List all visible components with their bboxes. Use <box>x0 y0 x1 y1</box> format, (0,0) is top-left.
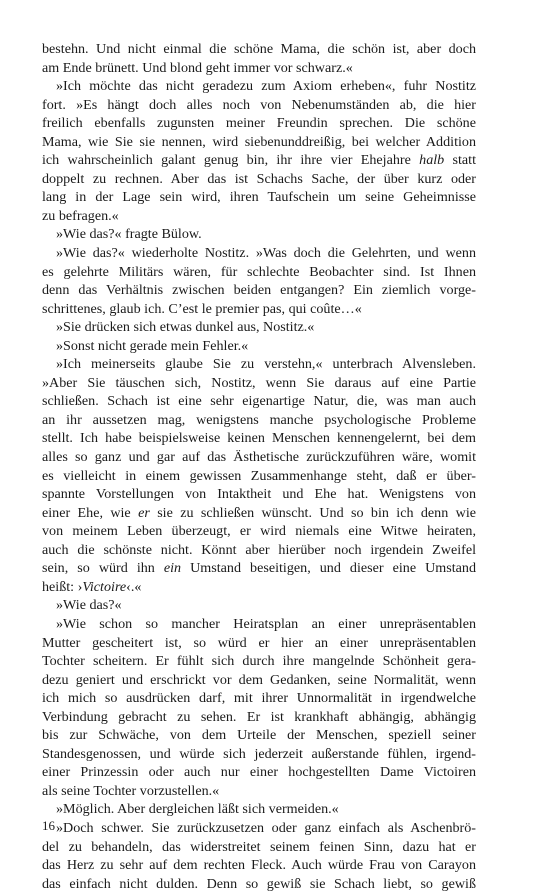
paragraph <box>42 800 476 819</box>
text-line: »Ich meinerseits glaube Sie zu verstehn,« unterbrach Alvensleben. <box>56 356 476 373</box>
text-line: das Herz zu sehr auf dem rechten Fleck. Auch würde Frau von Carayon <box>42 857 476 874</box>
text-line: auch die schönste nicht. Könnt aber hierüber noch irgendein Zweifel <box>42 541 476 558</box>
text-line: sein, so würd ihn ein Umstand beseitigen, und dieser eine Umstand <box>42 560 476 577</box>
paragraph <box>42 337 476 356</box>
text-line: fort. »Es hängt doch alles noch von Nebenumständen ab, die hier <box>42 96 476 113</box>
paragraph <box>42 615 476 800</box>
text-line: bestehn. Und nicht einmal die schöne Mama, die schön ist, aber doch <box>42 41 476 57</box>
text-line: Mama, wie Sie sie nennen, wird siebenunddreißig, bei welcher Addition <box>42 133 476 150</box>
text-line: das einfach nicht dulden. Denn so gewiß sie Schach liebt, so gewiß <box>42 875 476 892</box>
text-line: ich wahrscheinlich galant genug bin, ihr ihre vier Ehejahre halb statt <box>42 152 476 169</box>
text-line: einer Prinzessin oder auch nur einer hochgestellten Dame Victoiren <box>42 764 476 781</box>
text-line: heißt: ›Victoire‹.« <box>42 578 142 595</box>
text-line: alles so ganz und gar auf das Ästhetische zurückzuführen wäre, womit <box>42 449 476 466</box>
text-line: »Sonst nicht gerade mein Fehler.« <box>56 337 249 354</box>
paragraph <box>42 40 476 77</box>
paragraph <box>42 244 476 318</box>
paragraph <box>42 77 476 225</box>
text-line: freilich ebenfalls zugunsten meiner Freundin sprechen. Die schöne <box>42 115 476 132</box>
text-line: einer Ehe, wie er sie zu schließen wünscht. Und so bin ich denn wie <box>42 504 476 521</box>
text-line: schrittenes, glaub ich. C’est le premier pas, qui coûte…« <box>42 300 362 317</box>
text-line: del zu behandeln, das widerstreitet seinem feinen Sinn, dazu hat er <box>42 838 476 855</box>
text-line: spannte Vorstellungen von Intaktheit und Ehe hat. Wenigstens von <box>42 486 476 503</box>
paragraph <box>42 318 476 337</box>
text-line: es gelehrte Militärs wären, für schlechte Beobachter sind. Ist Ihnen <box>42 263 476 280</box>
text-line: dezu geniert und erschrickt vor dem Gedanken, seine Normalität, wenn <box>42 671 476 688</box>
book-page-text <box>42 40 476 893</box>
text-line: schließen. Schach ist eine sehr eigenartige Natur, die, was man auch <box>42 393 476 410</box>
text-line: »Sie drücken sich etwas dunkel aus, Nostitz.« <box>56 319 315 336</box>
text-line: »Wie schon so mancher Heiratsplan an einer unrepräsentablen <box>56 615 476 632</box>
text-line: Verbindung gebracht zu sehen. Er ist krankhaft abhängig, abhängig <box>42 708 476 725</box>
text-line: »Ich möchte das nicht geradezu zum Axiom erheben«, fuhr Nostitz <box>56 78 476 95</box>
text-line: als seine Tochter vorzustellen.« <box>42 782 220 799</box>
text-line: denn das Verhältnis zwischen beiden entgangen? Ein ziemlich vorge- <box>42 282 476 299</box>
text-line: bis zur Schwäche, von dem Urteile der Menschen, speziell seiner <box>42 727 476 744</box>
text-line: »Aber Sie täuschen sich, Nostitz, wenn Sie daraus auf eine Partie <box>42 374 476 391</box>
text-line: stellt. Ich habe beispielsweise keinen Menschen kennengelernt, bei dem <box>42 430 476 447</box>
text-line: »Wie das?« <box>56 597 122 614</box>
text-line: Mutter gescheitert ist, so würd er hier an einer unrepräsentablen <box>42 634 476 651</box>
text-line: »Wie das?« wiederholte Nostitz. »Was doch die Gelehrten, und wenn <box>56 245 476 262</box>
paragraph <box>42 596 476 615</box>
text-line: an ihr aussetzen mag, wenigstens manche psychologische Probleme <box>42 411 476 428</box>
text-line: zu befragen.« <box>42 207 119 224</box>
text-line: ich mich so ausdrücken darf, mit ihrer Unnormalität in irgendwelche <box>42 690 476 707</box>
text-line: doppelt zu rechnen. Aber das ist Schachs Sache, der über kurz oder <box>42 170 476 187</box>
text-line: es vielleicht in einem gewissen Zusammenhange steht, daß er über- <box>42 467 476 484</box>
text-line: »Doch schwer. Sie zurückzusetzen oder ganz einfach als Aschenbrö- <box>56 819 476 836</box>
text-line: Standesgenossen, und würde sich jederzeit außerstande fühlen, irgend- <box>42 745 476 762</box>
text-line: von meinem Leben überzeugt, er wird niemals eine Witwe heiraten, <box>42 523 476 540</box>
text-line: Tochter scheitern. Er fühlt sich durch ihre mangelnde Schönheit gera- <box>42 653 476 670</box>
text-line: »Möglich. Aber dergleichen läßt sich vermeiden.« <box>56 801 339 818</box>
paragraph <box>42 355 476 596</box>
page-number: 16 <box>42 818 55 833</box>
text-line: »Wie das?« fragte Bülow. <box>56 226 202 243</box>
text-line: am Ende brünett. Und blond geht immer vor schwarz.« <box>42 59 353 76</box>
paragraph <box>42 225 476 244</box>
paragraph <box>42 819 476 893</box>
text-line: lang in der Lage sein wird, ihren Taufschein um seine Geheimnisse <box>42 189 476 206</box>
